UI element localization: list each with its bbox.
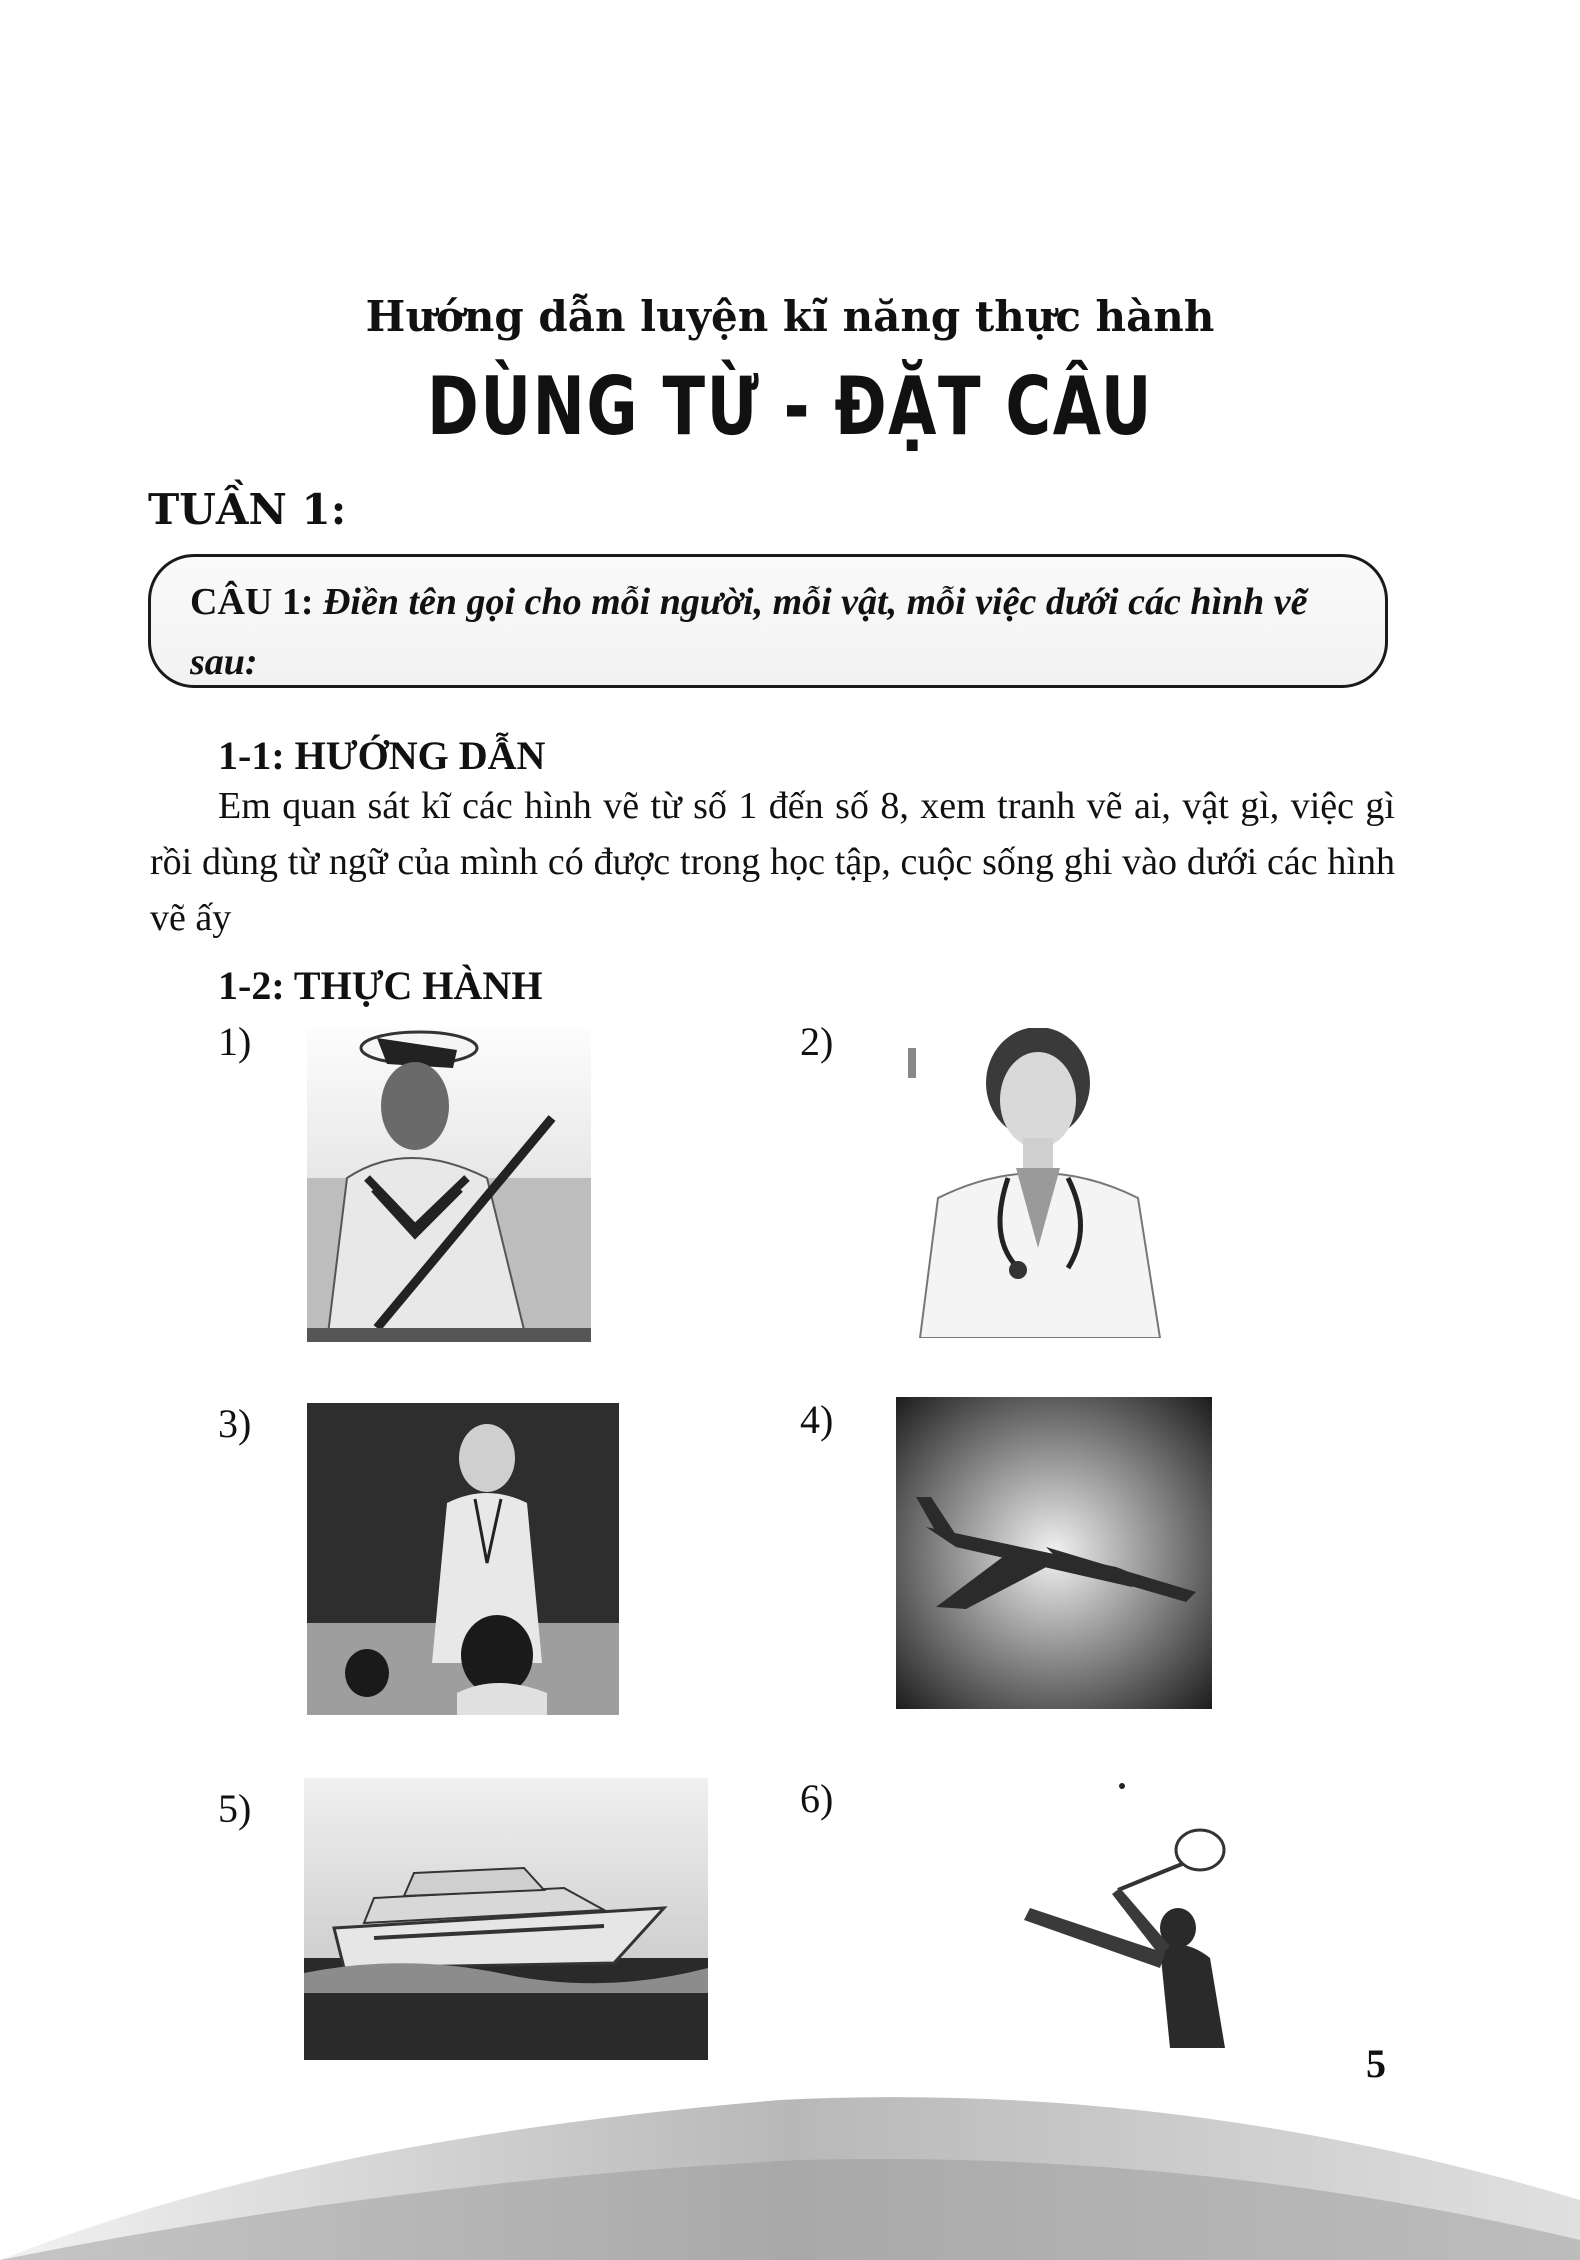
item-number-6: 6)	[800, 1776, 834, 1821]
item-number-2: 2)	[800, 1019, 834, 1064]
week-heading: TUẦN 1:	[148, 485, 347, 534]
ship-photo	[304, 1778, 708, 2060]
page-number: 5	[1366, 2041, 1386, 2086]
teacher-photo	[307, 1403, 619, 1715]
doctor-photo	[898, 1028, 1170, 1338]
sailor-photo	[307, 1028, 591, 1342]
question-text	[190, 572, 1360, 692]
page-title: DÙNG TỪ - ĐẶT CÂU	[427, 360, 1153, 453]
footer-decoration	[0, 2050, 1580, 2260]
item-number-4: 4)	[800, 1397, 834, 1442]
badminton-photo	[1010, 1778, 1304, 2048]
item-number-5: 5)	[218, 1786, 252, 1831]
airplane-photo	[896, 1397, 1212, 1709]
page-subtitle: Hướng dẫn luyện kĩ năng thực hành	[365, 292, 1215, 341]
guide-paragraph: Em quan sát kĩ các hình vẽ từ số 1 đến số 8, xem tranh vẽ ai, vật gì, việc gì rồi dùng từ ngữ của mình có được trong học tập, cuộc sống ghi vào dưới các hình vẽ ấy	[150, 785, 1395, 939]
question-label: CÂU 1:	[190, 581, 314, 623]
item-number-3: 3)	[218, 1401, 252, 1446]
question-body: Điền tên gọi cho mỗi người, mỗi vật, mỗi việc dưới các hình vẽ sau:	[190, 581, 1308, 683]
guide-heading: 1-1: HƯỚNG DẪN	[218, 733, 546, 778]
item-number-1: 1)	[218, 1019, 252, 1064]
practice-heading: 1-2: THỰC HÀNH	[218, 963, 543, 1008]
